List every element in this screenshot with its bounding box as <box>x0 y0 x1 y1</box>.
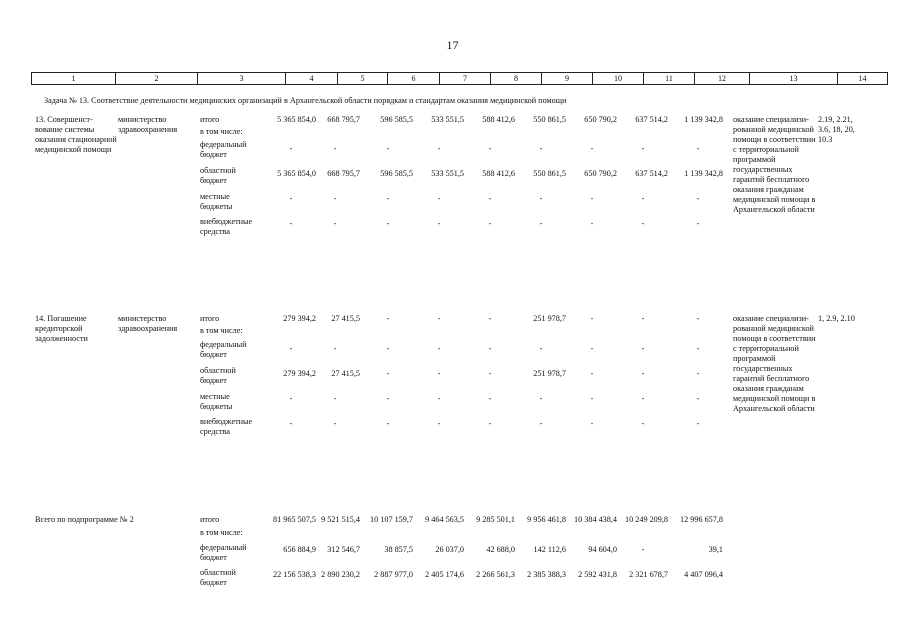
value-cell: - <box>590 219 594 228</box>
executor: министерство здравоохранения <box>118 115 178 134</box>
value-cell: - <box>488 144 492 153</box>
value-cell: - <box>437 194 441 203</box>
value-cell: 38 857,5 <box>384 545 413 554</box>
value-cell: 26 037,0 <box>435 545 464 554</box>
value-cell: 2 887 977,0 <box>374 570 413 579</box>
indicator-numbers: 2.19, 2.21, 3.6, 18, 20, 10.3 <box>818 115 855 144</box>
executor: министерство здравоохранения <box>118 314 178 333</box>
value-cell: 10 249 209,8 <box>625 515 668 524</box>
value-cell: 251 978,7 <box>533 314 566 323</box>
value-cell: 550 861,5 <box>533 169 566 178</box>
value-cell: - <box>539 219 543 228</box>
value-cell: - <box>333 419 337 428</box>
value-cell: 596 585,5 <box>380 169 413 178</box>
value-cell: - <box>641 419 645 428</box>
row-label-regional: областной бюджет <box>200 568 236 587</box>
value-cell: - <box>437 394 441 403</box>
value-cell: - <box>641 545 645 554</box>
indicator-numbers: 1, 2.9, 2.10 <box>818 314 855 323</box>
value-cell: - <box>539 394 543 403</box>
value-cell: - <box>641 144 645 153</box>
value-cell: 5 365 854,0 <box>277 115 316 124</box>
value-cell: 650 790,2 <box>584 115 617 124</box>
task-title: Задача № 13. Соответствие деятельности медицинских организаций в Архангельской области порядкам и стандартам оказания медицинской помощи <box>44 96 567 105</box>
value-cell: - <box>590 419 594 428</box>
column-number: 2 <box>116 73 198 85</box>
value-cell: 2 405 174,6 <box>425 570 464 579</box>
value-cell: - <box>696 314 700 323</box>
value-cell: - <box>696 144 700 153</box>
value-cell: 42 688,0 <box>486 545 515 554</box>
value-cell: 550 861,5 <box>533 115 566 124</box>
value-cell: - <box>333 194 337 203</box>
value-cell: 668 795,7 <box>327 115 360 124</box>
column-number-header <box>31 72 888 85</box>
value-cell: - <box>333 219 337 228</box>
value-cell: - <box>386 144 390 153</box>
value-cell: - <box>696 344 700 353</box>
value-cell: 637 514,2 <box>635 115 668 124</box>
value-cell: 588 412,6 <box>482 169 515 178</box>
value-cell: - <box>488 219 492 228</box>
value-cell: - <box>289 419 293 428</box>
value-cell: - <box>333 394 337 403</box>
value-cell: - <box>641 194 645 203</box>
row-label-local: местные бюджеты <box>200 192 233 211</box>
row-label-including: в том числе: <box>200 127 243 136</box>
column-number: 6 <box>388 73 440 85</box>
value-cell: - <box>289 144 293 153</box>
value-cell: 9 521 515,4 <box>321 515 360 524</box>
value-cell: - <box>590 194 594 203</box>
row-label-extrabudget: внебюджетные средства <box>200 417 253 436</box>
value-cell: - <box>289 194 293 203</box>
value-cell: 251 978,7 <box>533 369 566 378</box>
value-cell: - <box>696 219 700 228</box>
expected-result: оказание специализи-рованной медицинской помощи в соответствии с территориальной программой государственных гарантий бесплатного оказания гражданам медицинской помощи в Архангельской области <box>733 115 816 214</box>
value-cell: 2 592 431,8 <box>578 570 617 579</box>
row-label-including: в том числе: <box>200 528 243 537</box>
value-cell: - <box>289 394 293 403</box>
value-cell: - <box>590 314 594 323</box>
value-cell: - <box>488 369 492 378</box>
value-cell: 9 285 501,1 <box>476 515 515 524</box>
value-cell: - <box>437 144 441 153</box>
value-cell: - <box>539 344 543 353</box>
value-cell: 312 546,7 <box>327 545 360 554</box>
value-cell: - <box>386 419 390 428</box>
value-cell: - <box>641 369 645 378</box>
column-number: 7 <box>440 73 491 85</box>
value-cell: 12 996 657,8 <box>680 515 723 524</box>
column-number: 13 <box>750 73 838 85</box>
value-cell: 81 965 507,5 <box>273 515 316 524</box>
row-label-total: итого <box>200 115 220 124</box>
row-label-extrabudget: внебюджетные средства <box>200 217 253 236</box>
value-cell: 533 551,5 <box>431 169 464 178</box>
value-cell: 650 790,2 <box>584 169 617 178</box>
value-cell: - <box>539 194 543 203</box>
row-label-federal: федеральный бюджет <box>200 140 247 159</box>
value-cell: - <box>386 369 390 378</box>
column-number: 14 <box>838 73 888 85</box>
value-cell: 2 385 388,3 <box>527 570 566 579</box>
value-cell: - <box>696 369 700 378</box>
column-number: 11 <box>644 73 695 85</box>
value-cell: - <box>437 369 441 378</box>
row-label-including: в том числе: <box>200 326 243 335</box>
value-cell: - <box>386 394 390 403</box>
value-cell: - <box>641 219 645 228</box>
row-label-federal: федеральный бюджет <box>200 543 247 562</box>
value-cell: 4 407 096,4 <box>684 570 723 579</box>
column-number: 3 <box>198 73 286 85</box>
value-cell: - <box>289 219 293 228</box>
value-cell: - <box>333 144 337 153</box>
row-label-total: итого <box>200 314 220 323</box>
value-cell: 668 795,7 <box>327 169 360 178</box>
value-cell: 1 139 342,8 <box>684 115 723 124</box>
value-cell: 637 514,2 <box>635 169 668 178</box>
value-cell: - <box>696 419 700 428</box>
column-number: 9 <box>542 73 593 85</box>
value-cell: 27 415,5 <box>331 369 360 378</box>
value-cell: - <box>590 394 594 403</box>
value-cell: - <box>590 369 594 378</box>
value-cell: - <box>641 314 645 323</box>
value-cell: 2 266 561,3 <box>476 570 515 579</box>
value-cell: - <box>437 344 441 353</box>
value-cell: - <box>590 144 594 153</box>
value-cell: - <box>386 194 390 203</box>
value-cell: 2 321 678,7 <box>629 570 668 579</box>
value-cell: - <box>590 344 594 353</box>
value-cell: - <box>696 194 700 203</box>
value-cell: 10 107 159,7 <box>370 515 413 524</box>
value-cell: - <box>289 344 293 353</box>
row-label-local: местные бюджеты <box>200 392 233 411</box>
value-cell: - <box>488 314 492 323</box>
column-number: 5 <box>338 73 388 85</box>
value-cell: 596 585,5 <box>380 115 413 124</box>
value-cell: - <box>437 314 441 323</box>
activity-name: 14. Погашение кредиторской задолженности <box>35 314 88 343</box>
column-number: 10 <box>593 73 644 85</box>
value-cell: - <box>386 344 390 353</box>
row-label-regional: областной бюджет <box>200 166 236 185</box>
value-cell: - <box>437 419 441 428</box>
value-cell: 10 384 438,4 <box>574 515 617 524</box>
row-label-regional: областной бюджет <box>200 366 236 385</box>
value-cell: 588 412,6 <box>482 115 515 124</box>
value-cell: 142 112,6 <box>533 545 566 554</box>
value-cell: 279 394,2 <box>283 369 316 378</box>
value-cell: - <box>539 144 543 153</box>
value-cell: 9 956 461,8 <box>527 515 566 524</box>
expected-result: оказание специализи-рованной медицинской помощи в соответствии с территориальной программой государственных гарантий бесплатного оказания гражданам медицинской помощи в Архангельской области <box>733 314 816 413</box>
value-cell: 5 365 854,0 <box>277 169 316 178</box>
value-cell: 279 394,2 <box>283 314 316 323</box>
value-cell: - <box>488 419 492 428</box>
column-number: 1 <box>32 73 116 85</box>
value-cell: - <box>488 394 492 403</box>
total-label: Всего по подпрограмме № 2 <box>35 515 134 524</box>
value-cell: - <box>539 419 543 428</box>
value-cell: - <box>641 394 645 403</box>
value-cell: 9 464 563,5 <box>425 515 464 524</box>
value-cell: - <box>386 219 390 228</box>
value-cell: - <box>333 344 337 353</box>
row-label-federal: федеральный бюджет <box>200 340 247 359</box>
column-number: 8 <box>491 73 542 85</box>
value-cell: 94 604,0 <box>588 545 617 554</box>
row-label-total: итого <box>200 515 220 524</box>
value-cell: - <box>641 344 645 353</box>
value-cell: 656 884,9 <box>283 545 316 554</box>
activity-name: 13. Совершенст-вование системы оказания стационарной медицинской помощи <box>35 115 117 154</box>
value-cell: 1 139 342,8 <box>684 169 723 178</box>
value-cell: - <box>488 344 492 353</box>
value-cell: 2 890 230,2 <box>321 570 360 579</box>
value-cell: 39,1 <box>708 545 723 554</box>
value-cell: 27 415,5 <box>331 314 360 323</box>
value-cell: - <box>437 219 441 228</box>
value-cell: 533 551,5 <box>431 115 464 124</box>
column-number: 12 <box>695 73 750 85</box>
value-cell: - <box>386 314 390 323</box>
value-cell: - <box>488 194 492 203</box>
value-cell: - <box>696 394 700 403</box>
value-cell: 22 156 538,3 <box>273 570 316 579</box>
column-number: 4 <box>286 73 338 85</box>
page-number: 17 <box>446 38 459 52</box>
